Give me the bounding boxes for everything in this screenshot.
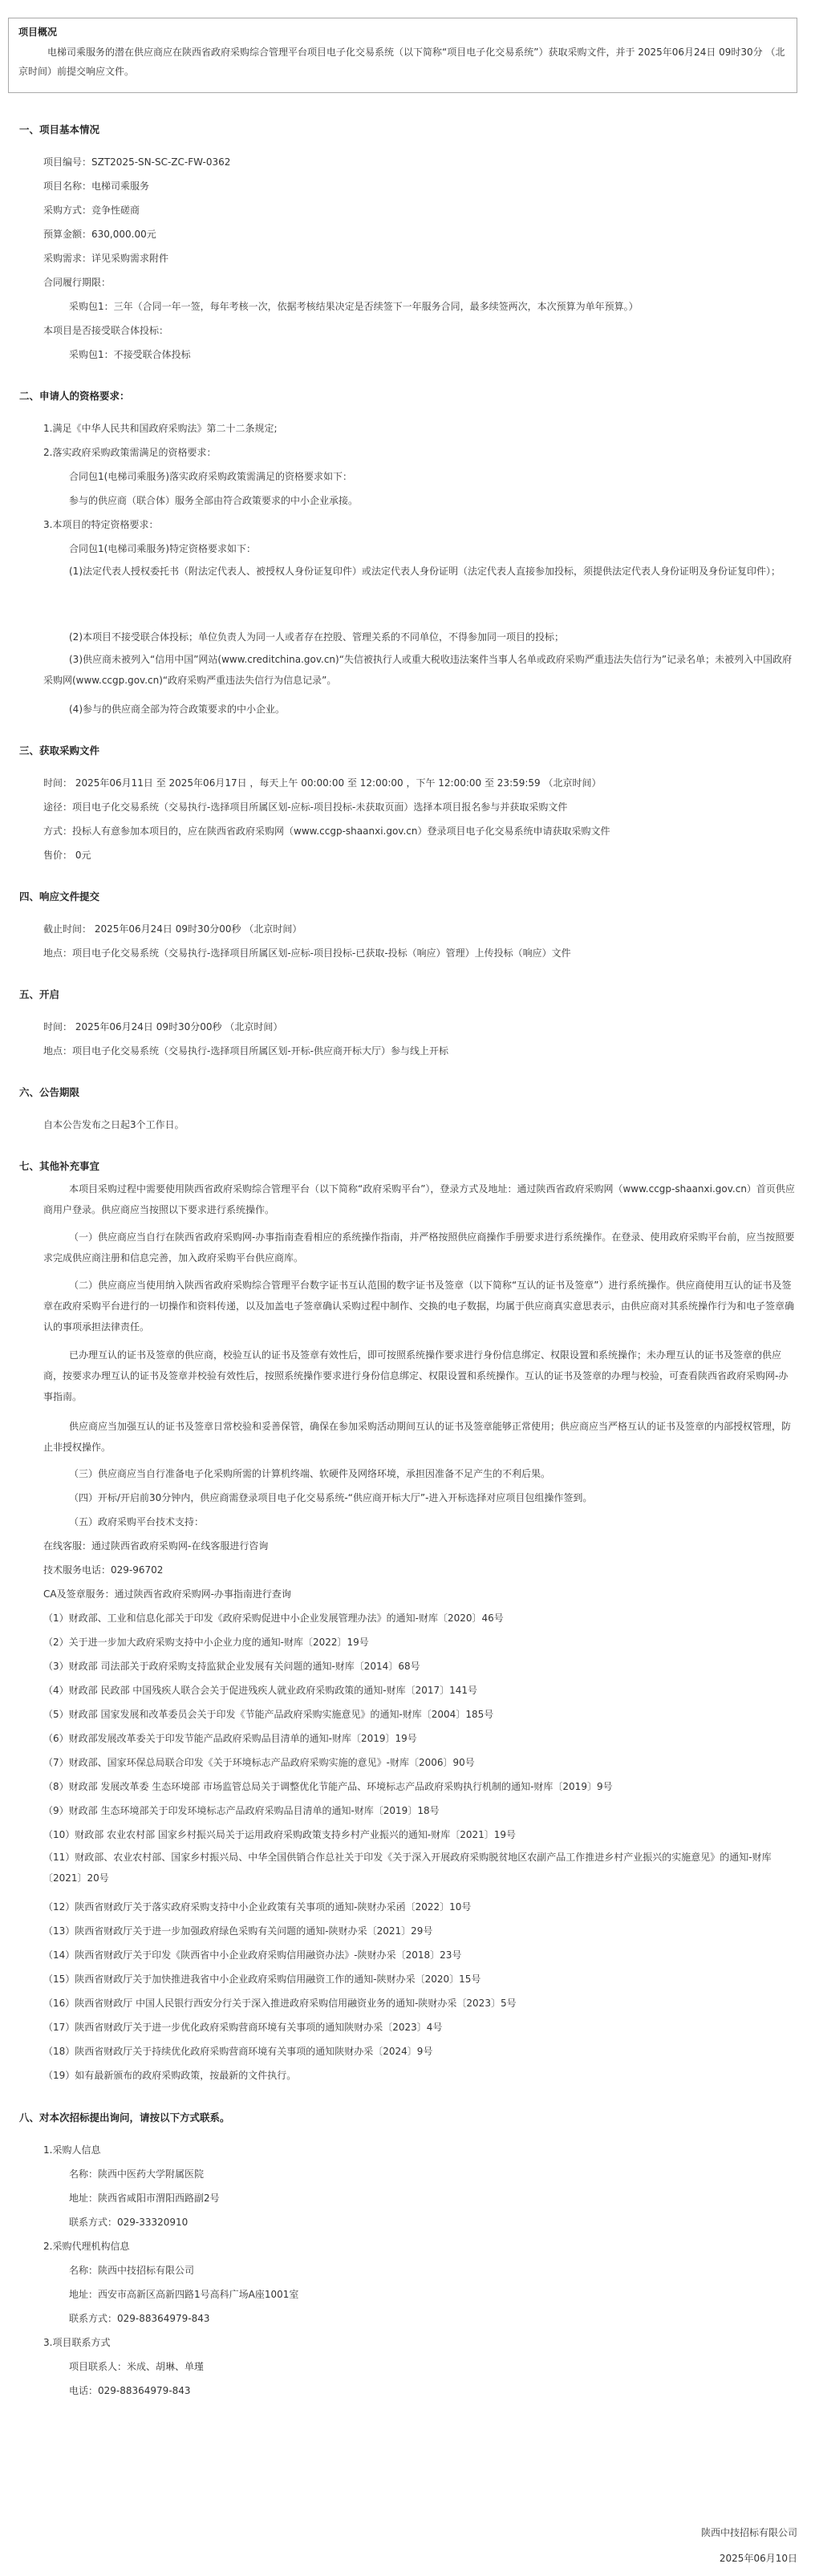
- purchaser-heading: 1.采购人信息: [43, 2144, 101, 2156]
- section-title-other: 七、其他补充事宜: [19, 1160, 100, 1172]
- opening-time: 时间： 2025年06月24日 09时30分00秒 （北京时间）: [43, 1021, 283, 1032]
- policy-item: （2）关于进一步加大政府采购支持中小企业力度的通知-财库〔2022〕19号: [43, 1637, 369, 1648]
- tech-support-line: 技术服务电话：029-96702: [43, 1564, 164, 1576]
- budget-amount: 预算金额：630,000.00元: [43, 229, 156, 240]
- qualification-item: 合同包1(电梯司乘服务)特定资格要求如下：: [69, 543, 256, 554]
- policy-item: （5）财政部 国家发展和改革委员会关于印发《节能产品政府采购实施意见》的通知-财库〔2004〕185号: [43, 1709, 494, 1720]
- obtain-method: 方式：投标人有意参加本项目的，应在陕西省政府采购网（www.ccgp-shaanxi.gov.cn）登录项目电子化交易系统申请获取采购文件: [43, 826, 610, 837]
- qualification-item: (1)法定代表人授权委托书（附法定代表人、被授权人身份证复印件）或法定代表人身份证明（法定代表人直接参加投标，须提供法定代表人身份证明及身份证复印件）；: [69, 566, 781, 577]
- project-overview-box: [8, 18, 797, 93]
- agency-phone: 联系方式：029-88364979-843: [69, 2313, 210, 2324]
- procurement-requirement: 采购需求：详见采购需求附件: [43, 253, 169, 264]
- agency-address: 地址：西安市高新区高新四路1号高科广场A座1001室: [69, 2289, 299, 2300]
- qualification-item: 1.满足《中华人民共和国政府采购法》第二十二条规定;: [43, 423, 278, 434]
- agency-heading: 2.采购代理机构信息: [43, 2241, 130, 2252]
- project-number: 项目编号：SZT2025-SN-SC-ZC-FW-0362: [43, 156, 231, 168]
- other-paragraph: 本项目采购过程中需要使用陕西省政府采购综合管理平台（以下简称“政府采购平台”），登录方式及地址：通过陕西省政府采购网（www.ccgp-shaanxi.gov.cn）首页供应商用户登录。供应商应当按照以下要求进行系统操作。: [43, 1183, 795, 1215]
- policy-item: （9）财政部 生态环境部关于印发环境标志产品政府采购品目清单的通知-财库〔2019〕18号: [43, 1805, 440, 1816]
- procurement-method: 采购方式：竞争性磋商: [43, 205, 140, 216]
- submission-deadline: 截止时间： 2025年06月24日 09时30分00秒 （北京时间）: [43, 923, 302, 935]
- other-paragraph: （五）政府采购平台技术支持：: [69, 1516, 205, 1527]
- other-paragraph: （四）开标/开启前30分钟内，供应商需登录项目电子化交易系统-“供应商开标大厅”-进入开标选择对应项目包组操作签到。: [69, 1492, 593, 1503]
- section-title-contact: 八、对本次招标提出询问，请按以下方式联系。: [19, 2112, 230, 2124]
- consortium-package1: 采购包1：不接受联合体投标: [69, 349, 191, 360]
- policy-item: （14）陕西省财政厅关于印发《陕西省中小企业政府采购信用融资办法》-陕财办采〔2018〕23号: [43, 1949, 462, 1961]
- section-title-opening: 五、开启: [19, 988, 60, 1000]
- section-title-basic-info: 一、项目基本情况: [19, 124, 100, 136]
- other-paragraph: （二）供应商应当使用纳入陕西省政府采购综合管理平台数字证书互认范围的数字证书及签章（以下简称“互认的证书及签章”）进行系统操作。供应商使用互认的证书及签章在政府采购平台进行的一切操作和资料传递，以及加盖电子签章确认采购过程中制作、交换的电子数据，均属于供应商真实意思表示，由供应商对其系统操作行为和电子签章确认的事项承担法律责任。: [43, 1280, 795, 1333]
- qualification-item: 参与的供应商（联合体）服务全部由符合政策要求的中小企业承接。: [69, 495, 359, 506]
- other-paragraph: 供应商应当加强互认的证书及签章日常校验和妥善保管，确保在参加采购活动期间互认的证书及签章能够正常使用；供应商应当严格互认的证书及签章的内部授权管理，防止非授权操作。: [43, 1421, 792, 1453]
- policy-item: （4）财政部 民政部 中国残疾人联合会关于促进残疾人就业政府采购政策的通知-财库〔2017〕141号: [43, 1685, 478, 1696]
- project-contact-heading: 3.项目联系方式: [43, 2337, 111, 2348]
- consortium-label: 本项目是否接受联合体投标：: [43, 325, 169, 336]
- section-title-obtain-docs: 三、获取采购文件: [19, 744, 100, 757]
- policy-item: （19）如有最新颁布的政府采购政策，按最新的文件执行。: [43, 2070, 297, 2081]
- signature-date: 2025年06月10日: [719, 2553, 797, 2564]
- policy-item: （13）陕西省财政厅关于进一步加强政府绿色采购有关问题的通知-陕财办采〔2021〕29号: [43, 1925, 433, 1937]
- policy-item: （10）财政部 农业农村部 国家乡村振兴局关于运用政府采购政策支持乡村产业振兴的通知-财库〔2021〕19号: [43, 1829, 517, 1840]
- policy-item: （7）财政部、国家环保总局联合印发《关于环境标志产品政府采购实施的意见》-财库〔2006〕90号: [43, 1757, 475, 1768]
- project-contact-phone: 电话：029-88364979-843: [69, 2385, 191, 2396]
- other-paragraph: 已办理互认的证书及签章的供应商，校验互认的证书及签章有效性后，即可按照系统操作要求进行身份信息绑定、权限设置和系统操作；未办理互认的证书及签章的供应商，按要求办理互认的证书及签章并校验有效性后，按照系统操作要求进行身份信息绑定、权限设置和系统操作。互认的证书及签章的办理与校验，可查看陕西省政府采购网-办事指南。: [43, 1349, 789, 1402]
- submission-location: 地点：项目电子化交易系统（交易执行-选择项目所属区划-应标-项目投标-已获取-投标（响应）管理）上传投标（响应）文件: [43, 947, 571, 959]
- policy-item: （12）陕西省财政厅关于落实政府采购支持中小企业政策有关事项的通知-陕财办采函〔2022〕10号: [43, 1901, 472, 1913]
- overview-text: 电梯司乘服务的潜在供应商应在陕西省政府采购综合管理平台项目电子化交易系统（以下简称“项目电子化交易系统”）获取采购文件，并于 2025年06月24日 09时30分 （北京时间）前提交响应文件。: [18, 47, 785, 77]
- opening-location: 地点：项目电子化交易系统（交易执行-选择项目所属区划-开标-供应商开标大厅）参与线上开标: [43, 1045, 448, 1057]
- obtain-time: 时间： 2025年06月11日 至 2025年06月17日 ，每天上午 00:00:00 至 12:00:00 ，下午 12:00:00 至 23:59:59 （北京时间）: [43, 777, 602, 789]
- policy-item: （11）财政部、农业农村部、国家乡村振兴局、中华全国供销合作总社关于印发《关于深入开展政府采购脱贫地区农副产品工作推进乡村产业振兴的实施意见》的通知-财库〔2021〕20号: [43, 1852, 772, 1884]
- qualification-item: (4)参与的供应商全部为符合政策要求的中小企业。: [69, 704, 285, 715]
- contract-period-label: 合同履行期限：: [43, 277, 112, 288]
- other-paragraph: （三）供应商应当自行准备电子化采购所需的计算机终端、软硬件及网络环境，承担因准备不足产生的不利后果。: [69, 1468, 551, 1479]
- overview-title: 项目概况: [18, 26, 58, 38]
- qualification-item: (2)本项目不接受联合体投标；单位负责人为同一人或者存在控股、管理关系的不同单位，不得参加同一项目的投标；: [69, 631, 565, 643]
- qualification-item: 合同包1(电梯司乘服务)落实政府采购政策需满足的资格要求如下：: [69, 471, 353, 482]
- tech-support-line: 在线客服：通过陕西省政府采购网-在线客服进行咨询: [43, 1540, 269, 1552]
- obtain-price: 售价： 0元: [43, 850, 91, 861]
- qualification-item: 2.落实政府采购政策需满足的资格要求：: [43, 447, 217, 458]
- project-name: 项目名称：电梯司乘服务: [43, 181, 150, 192]
- policy-item: （1）财政部、工业和信息化部关于印发《政府采购促进中小企业发展管理办法》的通知-财库〔2020〕46号: [43, 1613, 504, 1624]
- policy-item: （6）财政部发展改革委关于印发节能产品政府采购品目清单的通知-财库〔2019〕19号: [43, 1733, 417, 1744]
- policy-item: （17）陕西省财政厅关于进一步优化政府采购营商环境有关事项的通知陕财办采〔2023〕4号: [43, 2022, 443, 2033]
- contract-period-package1: 采购包1：三年（合同一年一签，每年考核一次，依据考核结果决定是否续签下一年服务合同，最多续签两次，本次预算为单年预算。）: [69, 301, 639, 312]
- qualification-item: 3.本项目的特定资格要求：: [43, 519, 159, 530]
- other-paragraph: （一）供应商应当自行在陕西省政府采购网-办事指南查看相应的系统操作指南，并严格按照供应商操作手册要求进行系统操作。在登录、使用政府采购平台前，应当按照要求完成供应商注册和信息完善，加入政府采购平台供应商库。: [43, 1231, 795, 1264]
- policy-item: （8）财政部 发展改革委 生态环境部 市场监管总局关于调整优化节能产品、环境标志产品政府采购执行机制的通知-财库〔2019〕9号: [43, 1781, 613, 1792]
- section-title-period: 六、公告期限: [19, 1086, 80, 1098]
- policy-item: （3）财政部 司法部关于政府采购支持监狱企业发展有关问题的通知-财库〔2014〕68号: [43, 1661, 420, 1672]
- qualification-item: (3)供应商未被列入“信用中国”网站(www.creditchina.gov.cn)“失信被执行人或重大税收违法案件当事人名单或政府采购严重违法失信行为”记录名单；未被列入中国政府采购网(www.ccgp.gov.cn)“政府采购严重违法失信行为信息记录”。: [43, 654, 793, 686]
- obtain-path: 途径：项目电子化交易系统（交易执行-选择项目所属区划-应标-项目投标-未获取页面）选择本项目报名参与并获取采购文件: [43, 801, 568, 813]
- purchaser-name: 名称：陕西中医药大学附属医院: [69, 2168, 205, 2180]
- signature-company: 陕西中技招标有限公司: [700, 2527, 797, 2538]
- policy-item: （15）陕西省财政厅关于加快推进我省中小企业政府采购信用融资工作的通知-陕财办采〔2020〕15号: [43, 1974, 481, 1985]
- section-title-submission: 四、响应文件提交: [19, 890, 100, 903]
- policy-item: （16）陕西省财政厅 中国人民银行西安分行关于深入推进政府采购信用融资业务的通知-陕财办采〔2023〕5号: [43, 1998, 517, 2009]
- policy-item: （18）陕西省财政厅关于持续优化政府采购营商环境有关事项的通知陕财办采〔2024〕9号: [43, 2046, 433, 2057]
- project-contact-person: 项目联系人：米成、胡琳、单瑾: [69, 2361, 205, 2372]
- purchaser-phone: 联系方式：029-33320910: [69, 2217, 189, 2228]
- announcement-period: 自本公告发布之日起3个工作日。: [43, 1119, 184, 1130]
- agency-name: 名称：陕西中技招标有限公司: [69, 2265, 195, 2276]
- section-title-qualification: 二、申请人的资格要求：: [19, 390, 130, 402]
- purchaser-address: 地址：陕西省咸阳市渭阳西路副2号: [69, 2193, 220, 2204]
- tech-support-line: CA及签章服务：通过陕西省政府采购网-办事指南进行查询: [43, 1588, 291, 1600]
